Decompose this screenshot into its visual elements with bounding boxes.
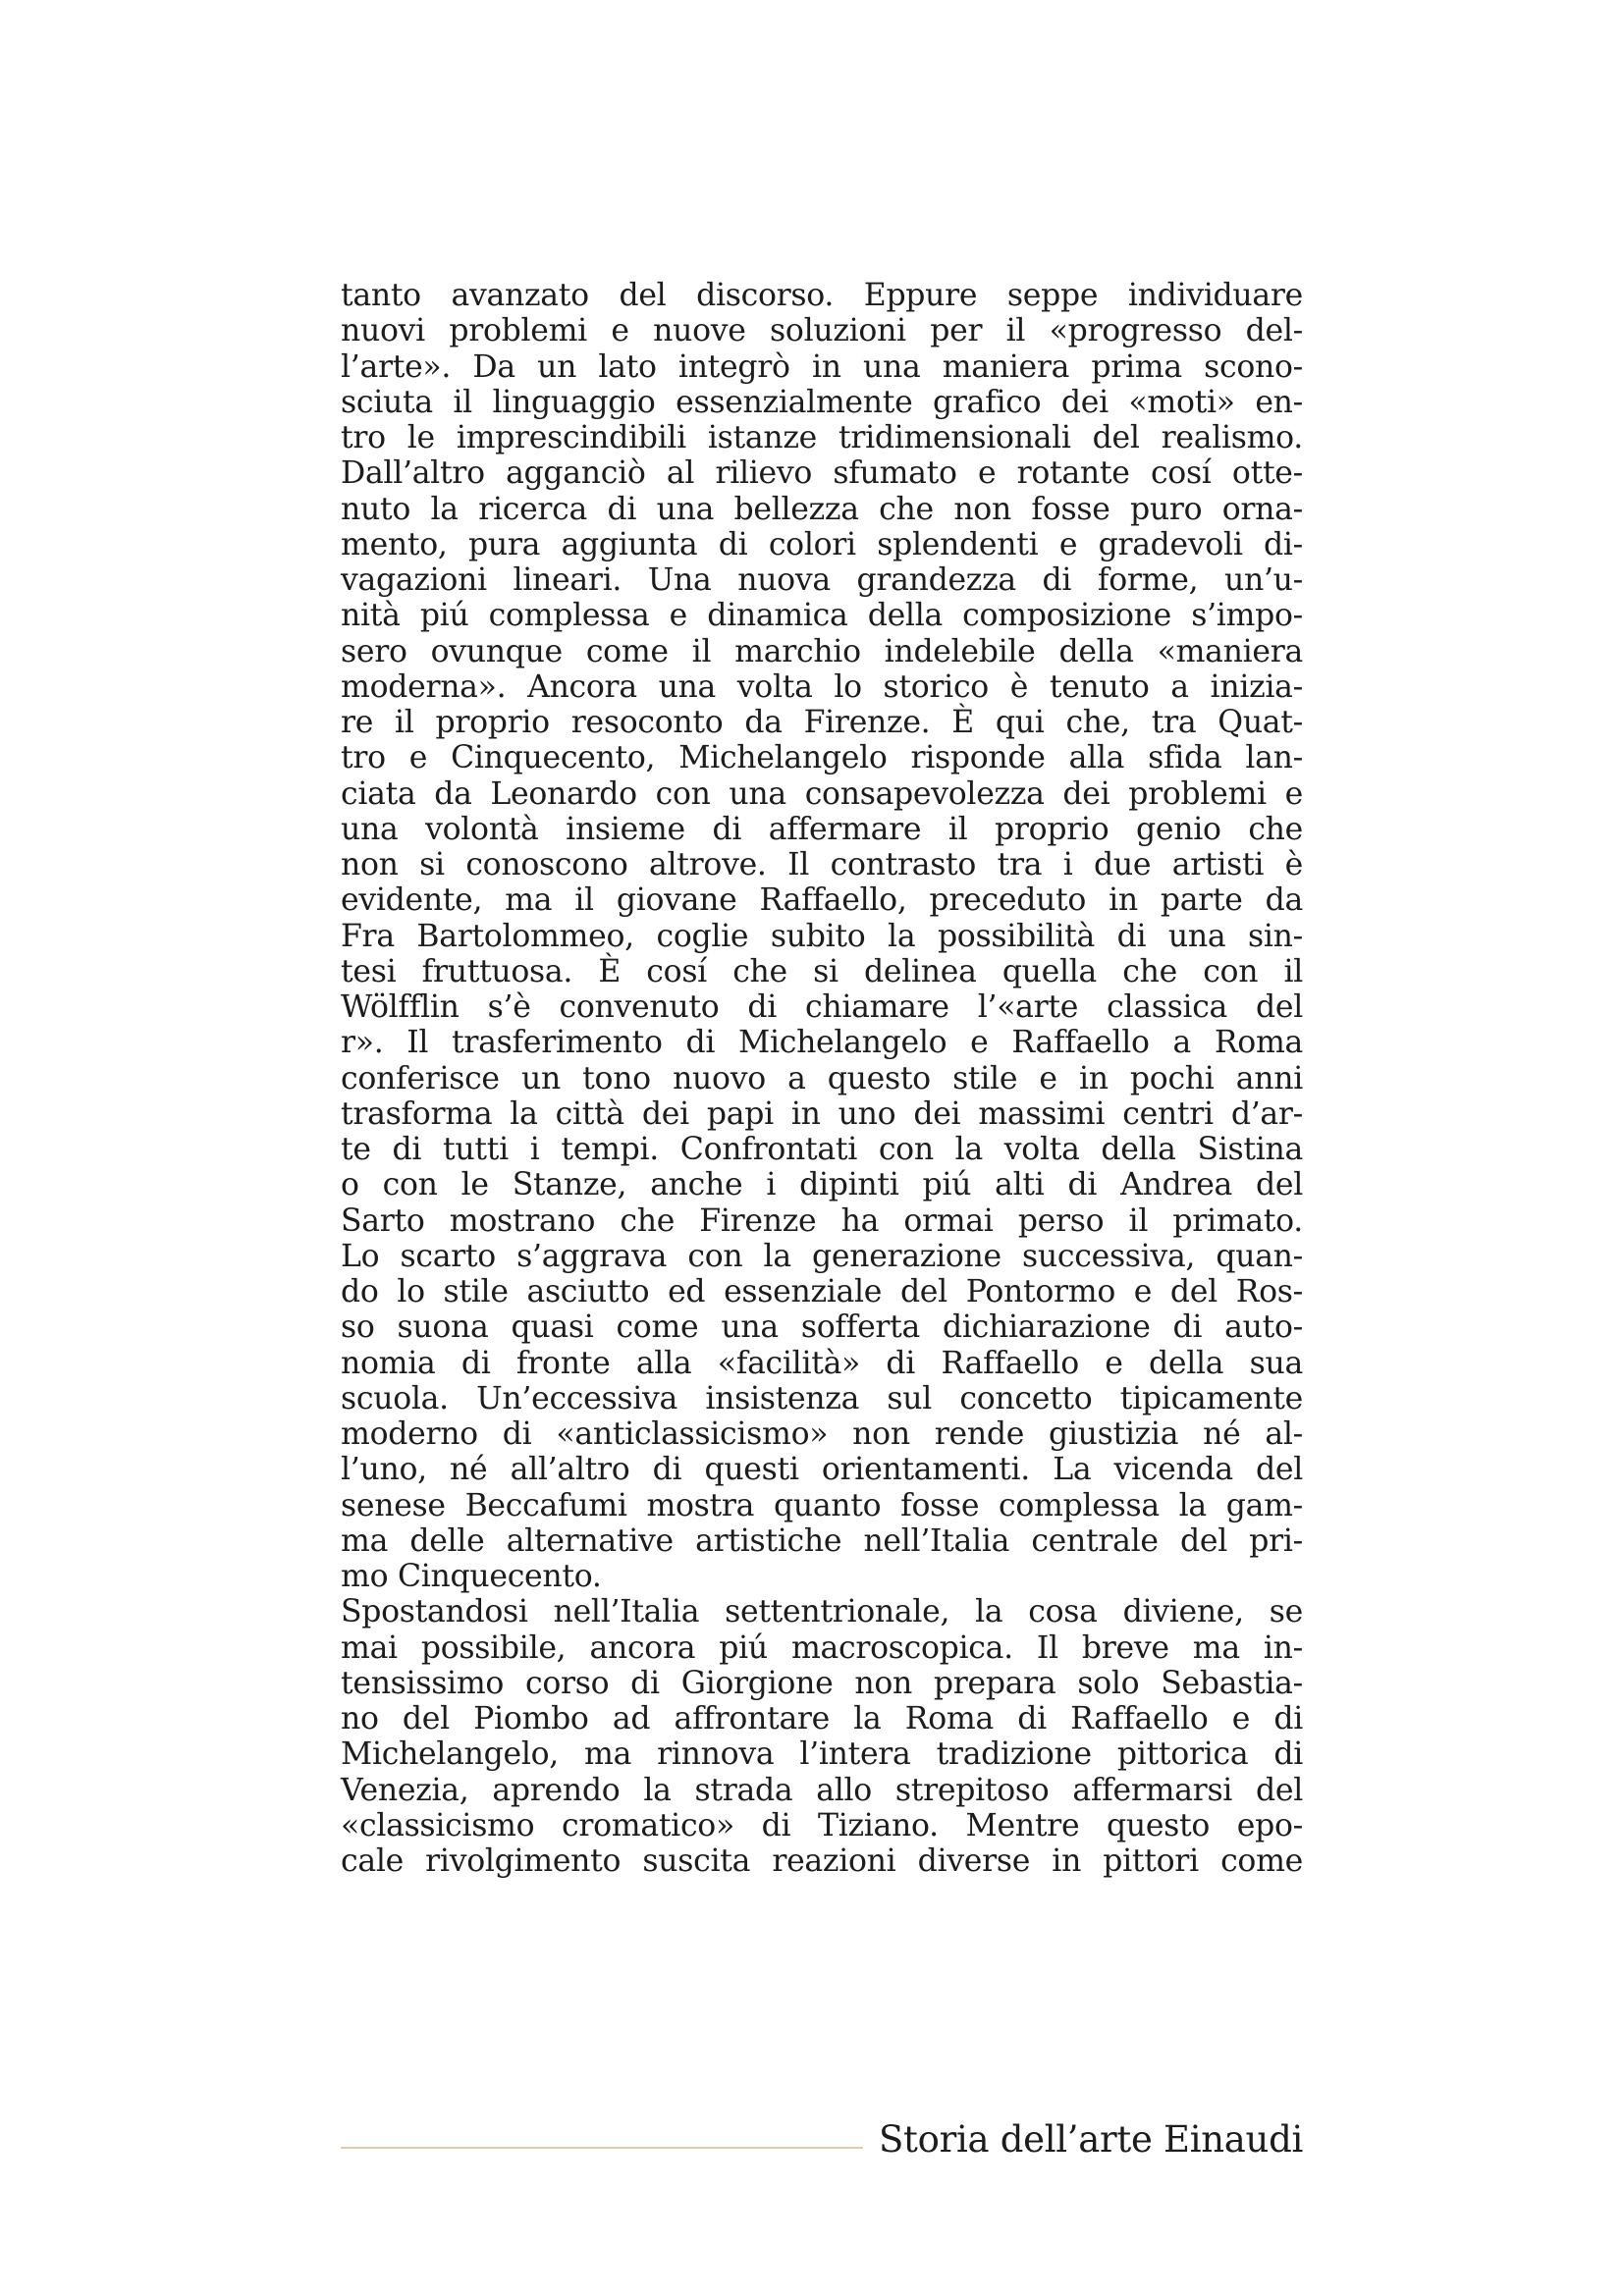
text-line: l’uno, né all’altro di questi orientamenti. La vicenda del: [341, 1452, 1303, 1488]
text-line: non si conoscono altrove. Il contrasto tra i due artisti è: [341, 847, 1303, 882]
text-line: mento, pura aggiunta di colori splendenti e gradevoli di-: [341, 526, 1303, 562]
text-line: r». Il trasferimento di Michelangelo e Raffaello a Roma: [341, 1025, 1303, 1061]
text-line: ciata da Leonardo con una consapevolezza dei problemi e: [341, 775, 1303, 812]
page-footer: [341, 2110, 1303, 2169]
text-line: so suona quasi come una sofferta dichiarazione di auto-: [341, 1309, 1303, 1346]
text-line: sciuta il linguaggio essenzialmente grafico dei «moti» en-: [341, 384, 1303, 420]
text-line: Spostandosi nell’Italia settentrionale, la cosa diviene, se: [341, 1594, 1303, 1630]
text-line: nuto la ricerca di una bellezza che non fosse puro orna-: [341, 491, 1303, 527]
text-line: trasforma la città dei papi in uno dei massimi centri d’ar-: [341, 1095, 1303, 1132]
text-line: no del Piombo ad affrontare la Roma di Raffaello e di: [341, 1701, 1303, 1736]
text-line: Venezia, aprendo la strada allo strepitoso affermarsi del: [341, 1772, 1303, 1808]
text-line: conferisce un tono nuovo a questo stile e in pochi anni: [341, 1060, 1303, 1096]
text-line: tro e Cinquecento, Michelangelo risponde alla sfida lan-: [341, 740, 1303, 776]
text-line: tensissimo corso di Giorgione non prepara solo Sebastia-: [341, 1665, 1303, 1701]
text-line: nomia di fronte alla «facilità» di Raffaello e della sua: [341, 1345, 1303, 1381]
text-line: do lo stile asciutto ed essenziale del Pontormo e del Ros-: [341, 1274, 1303, 1309]
text-line: tro le imprescindibili istanze tridimensionali del realismo.: [341, 420, 1303, 455]
body-text: [341, 278, 1303, 1879]
text-line: Lo scarto s’aggrava con la generazione successiva, quan-: [341, 1238, 1303, 1274]
text-line: scuola. Un’eccessiva insistenza sul concetto tipicamente: [341, 1380, 1303, 1416]
text-line: cale rivolgimento suscita reazioni diverse in pittori come: [341, 1843, 1303, 1879]
text-line: mai possibile, ancora piú macroscopica. Il breve ma in-: [341, 1629, 1303, 1666]
text-line: l’arte». Da un lato integrò in una maniera prima scono-: [341, 348, 1303, 385]
text-line: sero ovunque come il marchio indelebile della «maniera: [341, 633, 1303, 669]
text-line: Wölfflin s’è convenuto di chiamare l’«arte classica del: [341, 989, 1303, 1025]
text-line: re il proprio resoconto da Firenze. È qui che, tra Quat-: [341, 705, 1303, 740]
text-line: Dall’altro agganciò al rilievo sfumato e rotante cosí otte-: [341, 455, 1303, 492]
footer-divider: [341, 2147, 863, 2149]
text-line: una volontà insieme di affermare il proprio genio che: [341, 811, 1303, 847]
text-line: o con le Stanze, anche i dipinti piú alti di Andrea del: [341, 1167, 1303, 1203]
text-line: evidente, ma il giovane Raffaello, preceduto in parte da: [341, 882, 1303, 919]
text-line: tesi fruttuosa. È cosí che si delinea quella che con il: [341, 953, 1303, 989]
footer-publication-title: Storia dell’arte Einaudi: [879, 2118, 1303, 2161]
text-line: moderno di «anticlassicismo» non rende giustizia né al-: [341, 1416, 1303, 1452]
text-line: senese Beccafumi mostra quanto fosse complessa la gam-: [341, 1487, 1303, 1523]
text-line: ma delle alternative artistiche nell’Italia centrale del pri-: [341, 1522, 1303, 1559]
text-line: nità piú complessa e dinamica della composizione s’impo-: [341, 598, 1303, 634]
text-line: «classicismo cromatico» di Tiziano. Mentre questo epo-: [341, 1807, 1303, 1843]
text-line: Sarto mostrano che Firenze ha ormai perso il primato.: [341, 1202, 1303, 1239]
text-line: Michelangelo, ma rinnova l’intera tradizione pittorica di: [341, 1736, 1303, 1773]
text-line: moderna». Ancora una volta lo storico è tenuto a inizia-: [341, 668, 1303, 705]
text-line: tanto avanzato del discorso. Eppure seppe individuare: [341, 278, 1303, 313]
text-line: vagazioni lineari. Una nuova grandezza di forme, un’u-: [341, 562, 1303, 598]
text-line: Fra Bartolommeo, coglie subito la possibilità di una sin-: [341, 918, 1303, 954]
text-line: nuovi problemi e nuove soluzioni per il «progresso del-: [341, 313, 1303, 349]
text-line: te di tutti i tempi. Confrontati con la volta della Sistina: [341, 1132, 1303, 1167]
text-line: mo Cinquecento.: [341, 1559, 602, 1594]
